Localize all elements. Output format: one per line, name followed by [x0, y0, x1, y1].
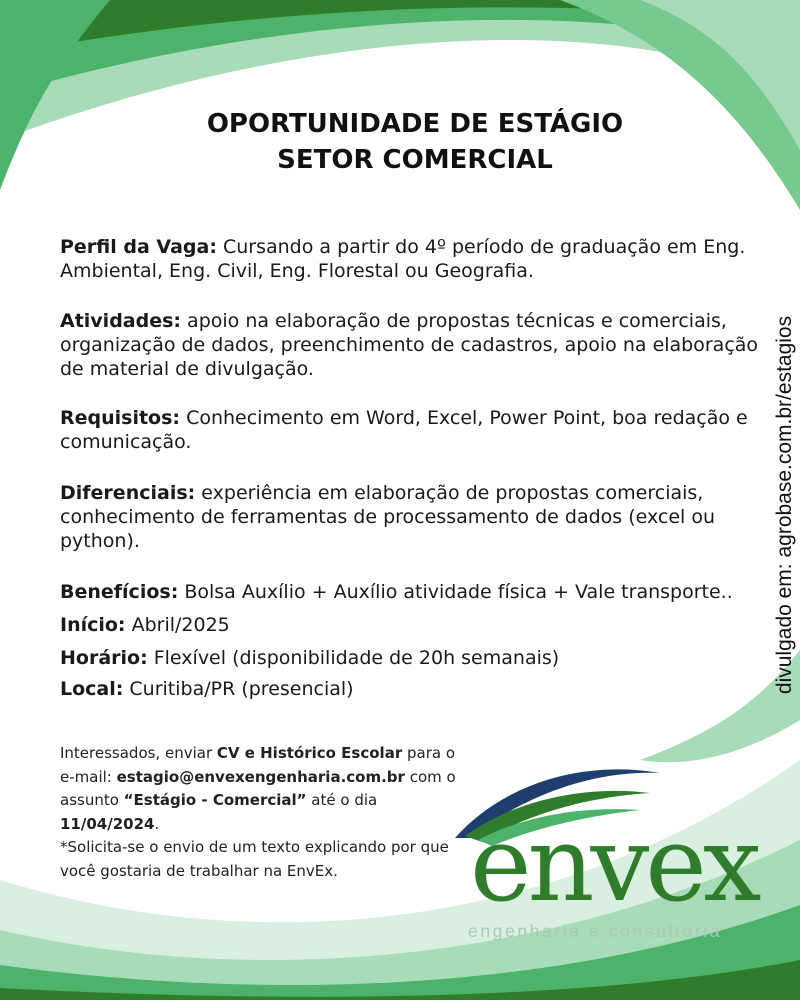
- diferenciais-text: experiência em elaboração de propostas comerciais, conhecimento de ferramentas de processamento de dados (excel ou python).: [60, 482, 716, 552]
- section-perfil: [60, 235, 760, 283]
- contact-cv: CV e Histórico Escolar: [216, 744, 403, 762]
- contact-text-2: para o e-mail:: [60, 744, 456, 786]
- contact-deadline: 11/04/2024: [60, 814, 155, 833]
- perfil-label: Perfil da Vaga:: [60, 236, 217, 258]
- horario-text: Flexível (disponibilidade de 20h semanais): [147, 647, 560, 669]
- section-inicio: [60, 613, 760, 637]
- contact-instructions: [60, 742, 470, 883]
- contact-email[interactable]: estagio@envexengenharia.com.br: [116, 767, 405, 786]
- contact-subject: “Estágio - Comercial”: [123, 791, 307, 809]
- requisitos-label: Requisitos:: [60, 407, 181, 429]
- inicio-text: Abril/2025: [125, 614, 230, 636]
- title-line-1: OPORTUNIDADE DE ESTÁGIO: [206, 109, 624, 139]
- contact-text-1: Interessados, enviar: [60, 744, 217, 762]
- source-vertical-text: divulgado em: agrobase.com.br/estagios: [773, 315, 796, 695]
- section-requisitos: [60, 406, 760, 454]
- envex-logo-tagline: engenharia e consultoria: [468, 921, 723, 941]
- contact-text-3: com o assunto: [60, 767, 456, 809]
- section-beneficios: [60, 580, 760, 604]
- local-label: Local:: [60, 678, 124, 700]
- beneficios-text: Bolsa Auxílio + Auxílio atividade física + Vale transporte..: [178, 581, 733, 603]
- section-local: [60, 677, 760, 701]
- page-title: [0, 106, 800, 178]
- diferenciais-label: Diferenciais:: [60, 482, 196, 504]
- local-text: Curitiba/PR (presencial): [123, 678, 354, 700]
- atividades-label: Atividades:: [60, 310, 182, 332]
- contact-note: *Solicita-se o envio de um texto explicando por que você gostaria de trabalhar na EnvEx.: [60, 838, 449, 880]
- beneficios-label: Benefícios:: [60, 581, 179, 603]
- title-line-2: SETOR COMERCIAL: [277, 145, 553, 175]
- section-atividades: [60, 309, 760, 381]
- requisitos-text: Conhecimento em Word, Excel, Power Point, boa redação e comunicação.: [60, 407, 748, 453]
- perfil-text: Cursando a partir do 4º período de graduação em Eng. Ambiental, Eng. Civil, Eng. Florestal ou Geografia.: [60, 236, 746, 282]
- section-horario: [60, 646, 760, 670]
- contact-text-5: .: [154, 814, 160, 833]
- horario-label: Horário:: [60, 647, 148, 669]
- contact-text-4: até o dia: [306, 791, 378, 809]
- envex-logo-wordmark: envex: [470, 803, 758, 925]
- section-diferenciais: [60, 481, 760, 553]
- atividades-text: apoio na elaboração de propostas técnicas e comerciais, organização de dados, preenchimento de cadastros, apoio na elaboração de material de divulgação.: [60, 310, 759, 380]
- inicio-label: Início:: [60, 614, 126, 636]
